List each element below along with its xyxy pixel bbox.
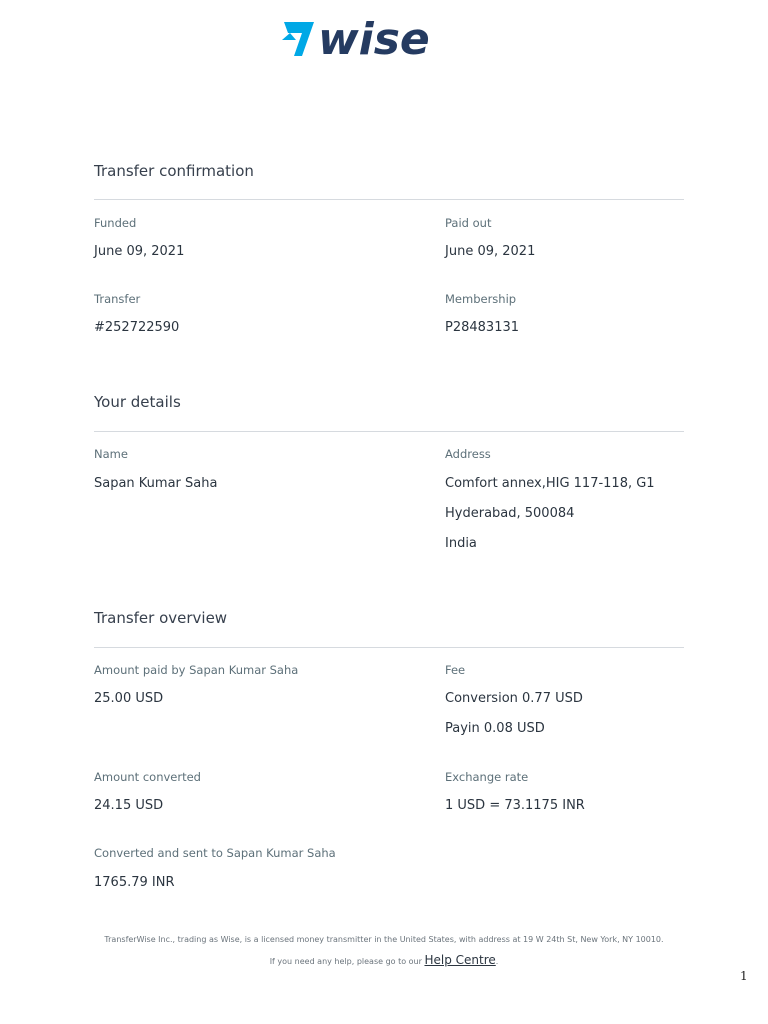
name-label: Name	[94, 447, 128, 461]
help-centre-link[interactable]: Help Centre	[424, 953, 496, 967]
section-title-confirmation: Transfer confirmation	[94, 162, 254, 180]
exchange-rate-label: Exchange rate	[445, 770, 529, 784]
help-line	[0, 953, 768, 967]
fee-conversion: Conversion 0.77 USD	[445, 691, 583, 706]
name-value: Sapan Kumar Saha	[94, 476, 218, 491]
legal-notice: TransferWise Inc., trading as Wise, is a licensed money transmitter in the United States, with address at 19 W 24th St, New York, NY 10010.	[104, 935, 664, 944]
amount-converted-value: 24.15 USD	[94, 798, 164, 813]
divider	[94, 431, 684, 432]
converted-sent-label: Converted and sent to Sapan Kumar Saha	[94, 846, 336, 860]
paidout-value: June 09, 2021	[445, 244, 536, 259]
paidout-label: Paid out	[445, 216, 492, 230]
converted-sent-value: 1765.79 INR	[94, 875, 175, 890]
wise-flag-icon	[282, 22, 314, 56]
wise-logo	[282, 18, 457, 60]
help-suffix: .	[495, 957, 499, 966]
address-label: Address	[445, 447, 491, 461]
address-line-3: India	[445, 536, 477, 551]
funded-value: June 09, 2021	[94, 244, 185, 259]
membership-label: Membership	[445, 292, 517, 306]
svg-text:wise: wise	[318, 18, 430, 60]
address-line-1: Comfort annex,HIG 117-118, G1	[445, 476, 655, 491]
section-title-details: Your details	[94, 393, 181, 411]
divider	[94, 199, 684, 200]
funded-label: Funded	[94, 216, 137, 230]
amount-paid-value: 25.00 USD	[94, 691, 164, 706]
section-title-overview: Transfer overview	[94, 609, 228, 627]
transfer-label: Transfer	[94, 292, 141, 306]
help-prefix: If you need any help, please go to our	[269, 957, 425, 966]
transfer-value: #252722590	[94, 320, 180, 335]
membership-value: P28483131	[445, 320, 520, 335]
page-number: 1	[740, 969, 748, 983]
amount-paid-label: Amount paid by Sapan Kumar Saha	[94, 663, 299, 677]
address-line-2: Hyderabad, 500084	[445, 506, 575, 521]
fee-label: Fee	[445, 663, 466, 677]
amount-converted-label: Amount converted	[94, 770, 201, 784]
fee-payin: Payin 0.08 USD	[445, 721, 545, 736]
exchange-rate-value: 1 USD = 73.1175 INR	[445, 798, 585, 813]
divider	[94, 647, 684, 648]
